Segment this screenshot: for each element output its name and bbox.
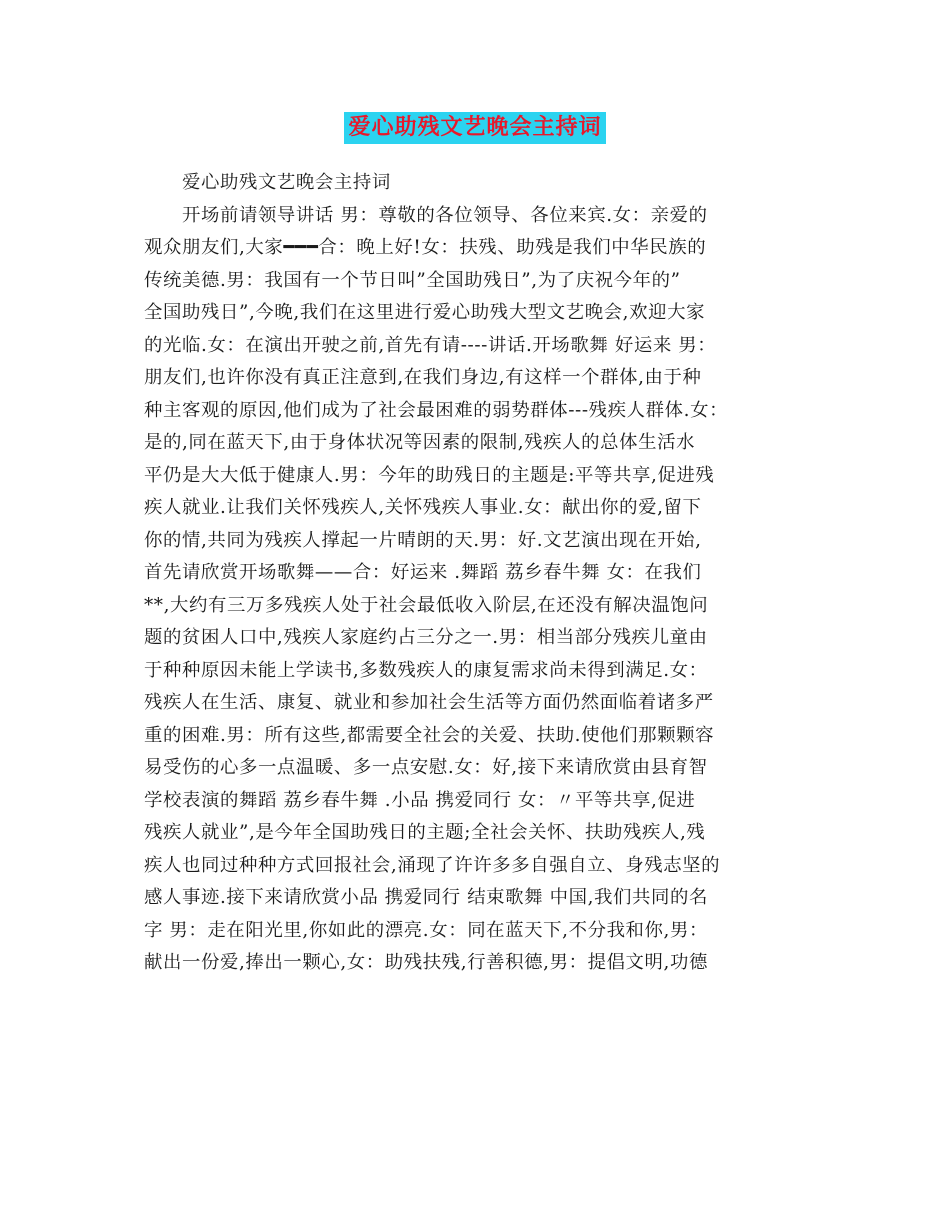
body-line: 题的贫困人口中,残疾人家庭约占三分之一.男：相当部分残疾儿童由 [144,627,708,648]
body-line: 平仍是大大低于健康人.男：今年的助残日的主题是:平等共享,促进残 [144,464,715,486]
body-line: 开场前请领导讲话 男：尊敬的各位领导、各位来宾.女：亲爱的 [144,204,708,226]
title-container [0,112,950,144]
body-line: 于种种原因未能上学读书,多数残疾人的康复需求尚未得到满足.女： [144,659,708,681]
body-line: 种主客观的原因,他们成为了社会最困难的弱势群体---残疾人群体.女： [144,399,729,421]
document-body [144,167,806,980]
body-line: 是的,同在蓝天下,由于身体状况等因素的限制,残疾人的总体生活水 [144,432,696,453]
body-line: 的光临.女：在演出开驶之前,首先有请----讲话.开场歌舞 好运来 男： [144,334,717,356]
body-line: 残疾人在生活、康复、就业和参加社会生活等方面仍然面临着诸多严 [144,692,714,713]
body-line: 字 男：走在阳光里,你如此的漂亮.女：同在蓝天下,不分我和你,男： [144,919,708,941]
body-line: 传统美德.男：我国有一个节日叫”全国助残日”,为了庆祝今年的” [144,269,681,291]
body-line: 首先请欣赏开场歌舞——合：好运来 .舞蹈 荔乡春牛舞 女：在我们 [144,562,702,583]
body-line: 朋友们,也许你没有真正注意到,在我们身边,有这样一个群体,由于种 [144,367,702,388]
body-line: 残疾人就业”,是今年全国助残日的主题;全社会关怀、扶助残疾人,残 [144,822,706,843]
body-line: 献出一份爱,捧出一颗心,女：助残扶残,行善积德,男：提倡文明,功德 [144,952,708,973]
body-line: 疾人也同过种种方式回报社会,涌现了许许多多自强自立、身残志坚的 [144,854,721,876]
body-line: 观众朋友们,大家━━━合：晚上好!女：扶残、助残是我们中华民族的 [144,237,707,258]
body-line: 全国助残日”,今晚,我们在这里进行爱心助残大型文艺晚会,欢迎大家 [144,302,706,323]
document-title: 爱心助残文艺晚会主持词 [344,112,605,144]
body-line: 你的情,共同为残疾人撑起一片晴朗的天.男：好.文艺演出现在开始, [144,529,702,551]
body-line: 学校表演的舞蹈 荔乡春牛舞 .小品 携爱同行 女：〃平等共享,促进 [144,789,696,811]
body-line: 疾人就业.让我们关怀残疾人,关怀残疾人事业.女：献出你的爱,留下 [144,497,702,518]
body-line: 爱心助残文艺晚会主持词 [144,172,391,193]
body-line: **,大约有三万多残疾人处于社会最低收入阶层,在还没有解决温饱问 [144,594,709,616]
body-line: 重的困难.男：所有这些,都需要全社会的关爱、扶助.使他们那颗颗容 [144,724,715,746]
body-line: 感人事迹.接下来请欣赏小品 携爱同行 结束歌舞 中国,我们共同的名 [144,887,708,908]
body-line: 易受伤的心多一点温暖、多一点安慰.女：好,接下来请欣赏由县育智 [144,757,708,778]
